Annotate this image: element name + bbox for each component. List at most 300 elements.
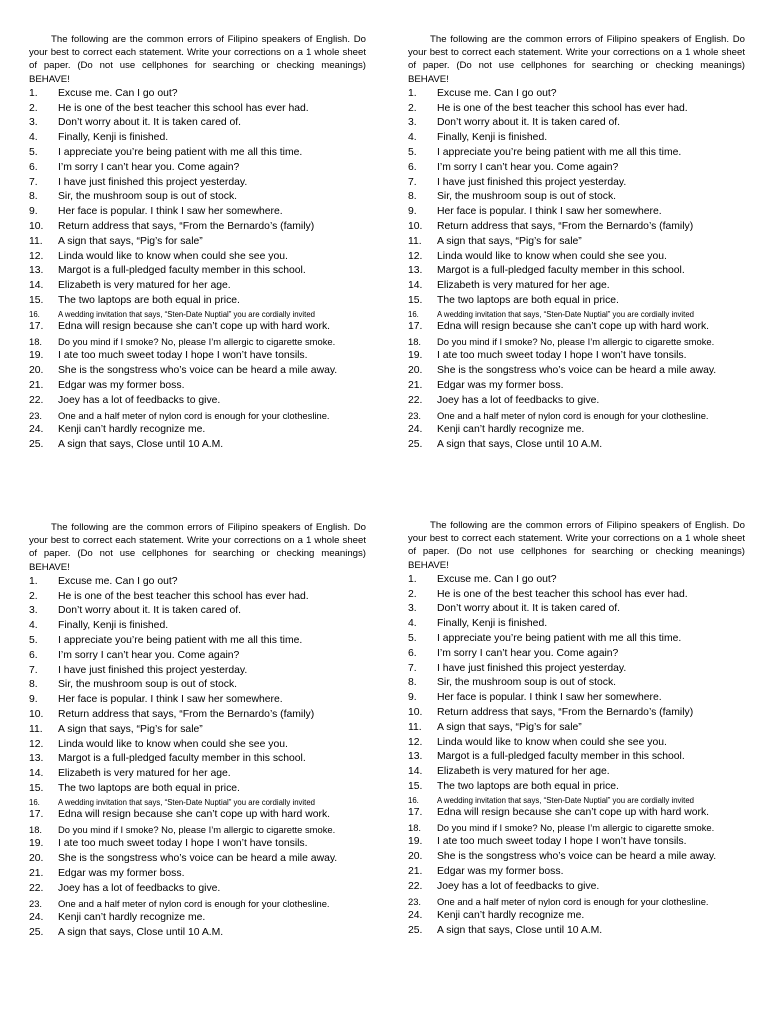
item-text: A sign that says, “Pig’s for sale”	[437, 721, 582, 733]
item-text: Don’t worry about it. It is taken cared of.	[437, 603, 621, 615]
list-item	[408, 765, 745, 780]
item-number: 7.	[408, 176, 417, 188]
error-statement-list	[408, 87, 745, 453]
item-number: 8.	[29, 679, 38, 691]
item-text: Linda would like to know when could she see you.	[58, 738, 288, 750]
list-item	[408, 647, 745, 662]
item-number: 6.	[29, 161, 38, 173]
list-item	[408, 379, 745, 394]
item-number: 1.	[29, 87, 38, 99]
item-text: Her face is popular. I think I saw her somewhere.	[58, 206, 283, 218]
item-number: 20.	[408, 365, 423, 377]
list-item	[29, 335, 366, 350]
list-item	[29, 161, 366, 176]
list-item	[29, 294, 366, 309]
item-text: One and a half meter of nylon cord is enough for your clothesline.	[58, 409, 330, 421]
list-item	[408, 116, 745, 131]
list-item	[29, 852, 366, 867]
item-number: 24.	[29, 912, 44, 924]
list-item	[29, 797, 366, 808]
item-text: I appreciate you’re being patient with me all this time.	[58, 635, 303, 646]
item-text: Sir, the mushroom soup is out of stock.	[437, 677, 617, 689]
item-number: 8.	[408, 191, 417, 203]
item-text: I appreciate you’re being patient with me all this time.	[437, 633, 682, 644]
item-number: 12.	[408, 736, 423, 748]
item-number: 24.	[408, 910, 423, 922]
item-text: A sign that says, Close until 10 A.M.	[58, 927, 224, 939]
list-item	[408, 438, 745, 453]
item-number: 7.	[408, 662, 417, 674]
item-number: 18.	[29, 823, 43, 835]
item-number: 23.	[29, 409, 43, 421]
item-number: 9.	[29, 206, 38, 218]
list-item	[408, 279, 745, 294]
item-text: Linda would like to know when could she see you.	[437, 250, 667, 262]
list-item	[29, 837, 366, 852]
item-number: 16.	[408, 795, 419, 805]
item-number: 6.	[29, 649, 38, 661]
list-item	[29, 279, 366, 294]
list-item	[29, 235, 366, 250]
item-number: 9.	[29, 694, 38, 706]
list-item	[29, 867, 366, 882]
list-item	[408, 349, 745, 364]
item-number: 8.	[408, 677, 417, 689]
item-number: 22.	[29, 882, 44, 894]
item-text: One and a half meter of nylon cord is enough for your clothesline.	[58, 897, 330, 909]
item-number: 4.	[29, 620, 38, 632]
item-text: Elizabeth is very matured for her age.	[58, 280, 231, 292]
item-text: Finally, Kenji is finished.	[437, 618, 548, 630]
item-number: 20.	[29, 853, 44, 865]
item-number: 2.	[29, 590, 38, 602]
instructions-text: The following are the common errors of Filipino speakers of English. Do your best to correct each statement. Write your corrections on a 1 whole sheet of paper. (Do not use cellphones for searching or checking meanings) BEHAVE!	[29, 522, 366, 573]
list-item	[408, 662, 745, 677]
list-item	[408, 409, 745, 424]
item-text: She is the songstress who’s voice can be heard a mile away.	[437, 365, 717, 377]
item-number: 24.	[408, 424, 423, 436]
list-item	[408, 364, 745, 379]
item-number: 16.	[408, 309, 419, 319]
item-text: A sign that says, “Pig’s for sale”	[58, 723, 203, 735]
item-text: A wedding invitation that says, “Sten-Date Nuptial” you are cordially invited	[437, 309, 694, 319]
item-text: Do you mind if I smoke? No, please I’m allergic to cigarette smoke.	[437, 821, 715, 833]
list-item	[29, 693, 366, 708]
list-item	[408, 205, 745, 220]
list-item	[29, 911, 366, 926]
list-item	[408, 880, 745, 895]
item-text: Edna will resign because she can’t cope up with hard work.	[58, 320, 331, 332]
list-item	[408, 780, 745, 795]
item-text: Do you mind if I smoke? No, please I’m allergic to cigarette smoke.	[58, 823, 336, 835]
item-text: A wedding invitation that says, “Sten-Date Nuptial” you are cordially invited	[58, 309, 315, 319]
item-number: 19.	[408, 836, 423, 848]
item-text: I’m sorry I can’t hear you. Come again?	[58, 161, 240, 173]
item-text: A wedding invitation that says, “Sten-Date Nuptial” you are cordially invited	[437, 795, 694, 805]
list-item	[408, 320, 745, 335]
item-number: 14.	[29, 768, 44, 780]
item-number: 21.	[408, 379, 423, 391]
item-number: 6.	[408, 161, 417, 173]
item-text: Kenji can’t hardly recognize me.	[437, 910, 585, 922]
list-item	[408, 850, 745, 865]
item-text: She is the songstress who’s voice can be heard a mile away.	[58, 853, 338, 865]
item-text: Do you mind if I smoke? No, please I’m allergic to cigarette smoke.	[58, 335, 336, 347]
item-number: 22.	[29, 394, 44, 406]
list-item	[408, 102, 745, 117]
list-item	[29, 438, 366, 453]
list-item	[408, 220, 745, 235]
item-text: Excuse me. Can I go out?	[437, 87, 557, 99]
list-item	[408, 264, 745, 279]
item-text: Finally, Kenji is finished.	[58, 132, 169, 144]
item-number: 25.	[408, 439, 423, 451]
item-number: 6.	[408, 647, 417, 659]
item-text: A sign that says, “Pig’s for sale”	[58, 235, 203, 247]
item-number: 17.	[29, 808, 44, 820]
item-number: 21.	[29, 867, 44, 879]
item-text: He is one of the best teacher this school has ever had.	[58, 102, 309, 114]
item-number: 3.	[408, 117, 417, 129]
list-item	[29, 131, 366, 146]
list-item	[29, 220, 366, 235]
item-text: Linda would like to know when could she see you.	[58, 250, 288, 262]
item-number: 23.	[408, 895, 422, 907]
item-text: Margot is a full-pledged faculty member in this school.	[58, 753, 306, 765]
list-item	[408, 394, 745, 409]
list-item	[408, 131, 745, 146]
list-item	[29, 264, 366, 279]
item-number: 19.	[408, 350, 423, 362]
item-number: 12.	[29, 738, 44, 750]
item-text: Kenji can’t hardly recognize me.	[58, 912, 206, 924]
item-text: Edgar was my former boss.	[437, 379, 564, 391]
list-item	[29, 752, 366, 767]
list-item	[29, 823, 366, 838]
item-text: Margot is a full-pledged faculty member in this school.	[58, 265, 306, 277]
item-number: 21.	[29, 379, 44, 391]
item-text: I’m sorry I can’t hear you. Come again?	[58, 649, 240, 661]
item-number: 9.	[408, 692, 417, 704]
item-number: 13.	[408, 265, 423, 277]
list-item	[29, 782, 366, 797]
list-item	[29, 590, 366, 605]
list-item	[29, 379, 366, 394]
item-text: She is the songstress who’s voice can be heard a mile away.	[58, 365, 338, 377]
item-text: Elizabeth is very matured for her age.	[58, 768, 231, 780]
list-item	[29, 767, 366, 782]
item-number: 14.	[408, 280, 423, 292]
item-number: 16.	[29, 309, 40, 319]
item-text: Kenji can’t hardly recognize me.	[437, 424, 585, 436]
item-text: He is one of the best teacher this school has ever had.	[437, 588, 688, 600]
list-item	[29, 423, 366, 438]
item-text: Joey has a lot of feedbacks to give.	[58, 882, 221, 894]
list-item	[408, 750, 745, 765]
list-item	[408, 806, 745, 821]
item-number: 3.	[29, 117, 38, 129]
list-item	[408, 721, 745, 736]
item-text: I ate too much sweet today I hope I won’t have tonsils.	[437, 836, 687, 848]
item-text: I have just finished this project yesterday.	[437, 176, 627, 188]
list-item	[29, 708, 366, 723]
item-text: The two laptops are both equal in price.	[437, 780, 619, 792]
item-number: 1.	[408, 573, 417, 585]
item-text: Kenji can’t hardly recognize me.	[58, 424, 206, 436]
item-text: Excuse me. Can I go out?	[58, 575, 178, 587]
item-number: 15.	[408, 780, 423, 792]
instructions-paragraph	[29, 33, 366, 86]
list-item	[29, 364, 366, 379]
item-text: He is one of the best teacher this school has ever had.	[58, 590, 309, 602]
item-text: Do you mind if I smoke? No, please I’m allergic to cigarette smoke.	[437, 335, 715, 347]
item-text: Linda would like to know when could she see you.	[437, 736, 667, 748]
item-number: 25.	[29, 927, 44, 939]
list-item	[29, 664, 366, 679]
item-text: I ate too much sweet today I hope I won’t have tonsils.	[58, 350, 308, 362]
error-statement-list	[408, 573, 745, 939]
list-item	[408, 617, 745, 632]
list-item	[29, 897, 366, 912]
item-text: Edna will resign because she can’t cope up with hard work.	[437, 806, 710, 818]
list-item	[408, 294, 745, 309]
list-item	[29, 320, 366, 335]
item-number: 12.	[29, 250, 44, 262]
list-item	[408, 146, 745, 161]
list-item	[408, 190, 745, 205]
item-text: A sign that says, “Pig’s for sale”	[437, 235, 582, 247]
item-text: Excuse me. Can I go out?	[58, 87, 178, 99]
item-number: 11.	[408, 721, 422, 733]
item-text: A sign that says, Close until 10 A.M.	[437, 439, 603, 451]
list-item	[408, 335, 745, 350]
item-number: 2.	[408, 102, 417, 114]
item-number: 18.	[408, 821, 422, 833]
item-text: I’m sorry I can’t hear you. Come again?	[437, 161, 619, 173]
list-item	[29, 738, 366, 753]
item-number: 9.	[408, 206, 417, 218]
item-number: 13.	[29, 753, 44, 765]
list-item	[408, 588, 745, 603]
list-item	[408, 235, 745, 250]
item-number: 1.	[408, 87, 417, 99]
item-text: She is the songstress who’s voice can be heard a mile away.	[437, 851, 717, 863]
list-item	[29, 87, 366, 102]
handout-bottom-left	[29, 521, 366, 941]
list-item	[408, 691, 745, 706]
list-item	[408, 161, 745, 176]
item-number: 5.	[408, 147, 417, 158]
item-number: 2.	[408, 588, 417, 600]
list-item	[29, 808, 366, 823]
item-number: 22.	[408, 880, 423, 892]
item-text: Finally, Kenji is finished.	[437, 132, 548, 144]
item-number: 20.	[29, 365, 44, 377]
list-item	[29, 409, 366, 424]
item-number: 4.	[408, 132, 417, 144]
item-text: Her face is popular. I think I saw her somewhere.	[437, 206, 662, 218]
item-text: Finally, Kenji is finished.	[58, 620, 169, 632]
list-item	[29, 926, 366, 941]
item-text: Return address that says, “From the Bernardo’s (family)	[58, 708, 315, 720]
item-number: 17.	[408, 806, 423, 818]
item-number: 13.	[408, 751, 423, 763]
list-item	[408, 632, 745, 647]
list-item	[408, 924, 745, 939]
item-number: 19.	[29, 838, 44, 850]
error-statement-list	[29, 87, 366, 453]
list-item	[29, 604, 366, 619]
list-item	[408, 706, 745, 721]
item-text: I appreciate you’re being patient with me all this time.	[437, 147, 682, 158]
item-text: Return address that says, “From the Bernardo’s (family)	[58, 220, 315, 232]
item-number: 23.	[29, 897, 43, 909]
item-number: 8.	[29, 191, 38, 203]
list-item	[29, 190, 366, 205]
item-text: Don’t worry about it. It is taken cared of.	[58, 117, 242, 129]
list-item	[29, 116, 366, 131]
item-text: Her face is popular. I think I saw her somewhere.	[437, 692, 662, 704]
list-item	[29, 394, 366, 409]
handout-top-right	[408, 33, 745, 453]
list-item	[29, 309, 366, 320]
item-text: Edgar was my former boss.	[437, 865, 564, 877]
instructions-paragraph	[408, 33, 745, 86]
item-text: Elizabeth is very matured for her age.	[437, 280, 610, 292]
item-number: 5.	[408, 633, 417, 644]
item-text: Her face is popular. I think I saw her somewhere.	[58, 694, 283, 706]
instructions-paragraph	[408, 519, 745, 572]
item-number: 24.	[29, 424, 44, 436]
item-text: I have just finished this project yesterday.	[58, 664, 248, 676]
item-text: The two laptops are both equal in price.	[58, 294, 240, 306]
item-text: I ate too much sweet today I hope I won’t have tonsils.	[437, 350, 687, 362]
item-text: Excuse me. Can I go out?	[437, 573, 557, 585]
item-number: 10.	[29, 220, 44, 232]
item-number: 25.	[408, 925, 423, 937]
list-item	[408, 602, 745, 617]
item-number: 22.	[408, 394, 423, 406]
list-item	[408, 795, 745, 806]
item-number: 17.	[29, 320, 44, 332]
list-item	[29, 723, 366, 738]
list-item	[29, 678, 366, 693]
item-number: 14.	[29, 280, 44, 292]
list-item	[29, 619, 366, 634]
item-text: Sir, the mushroom soup is out of stock.	[437, 191, 617, 203]
item-number: 17.	[408, 320, 423, 332]
instructions-paragraph	[29, 521, 366, 574]
error-statement-list	[29, 575, 366, 941]
item-number: 2.	[29, 102, 38, 114]
list-item	[408, 423, 745, 438]
list-item	[29, 146, 366, 161]
item-number: 25.	[29, 439, 44, 451]
item-text: Edna will resign because she can’t cope up with hard work.	[58, 808, 331, 820]
list-item	[29, 250, 366, 265]
list-item	[408, 250, 745, 265]
item-text: One and a half meter of nylon cord is enough for your clothesline.	[437, 895, 709, 907]
item-text: He is one of the best teacher this school has ever had.	[437, 102, 688, 114]
item-text: A sign that says, Close until 10 A.M.	[437, 925, 603, 937]
item-number: 15.	[408, 294, 423, 306]
instructions-text: The following are the common errors of Filipino speakers of English. Do your best to correct each statement. Write your corrections on a 1 whole sheet of paper. (Do not use cellphones for searching or checking meanings) BEHAVE!	[408, 34, 745, 85]
handout-top-left	[29, 33, 366, 453]
item-text: I’m sorry I can’t hear you. Come again?	[437, 647, 619, 659]
list-item	[29, 634, 366, 649]
list-item	[408, 835, 745, 850]
item-number: 15.	[29, 294, 44, 306]
list-item	[408, 865, 745, 880]
item-number: 4.	[408, 618, 417, 630]
item-number: 5.	[29, 635, 38, 646]
item-number: 18.	[29, 335, 43, 347]
list-item	[29, 176, 366, 191]
item-text: Margot is a full-pledged faculty member in this school.	[437, 751, 685, 763]
list-item	[408, 895, 745, 910]
item-number: 16.	[29, 797, 40, 807]
item-number: 18.	[408, 335, 422, 347]
list-item	[408, 176, 745, 191]
item-number: 11.	[408, 235, 422, 247]
item-number: 13.	[29, 265, 44, 277]
list-item	[408, 676, 745, 691]
item-text: Elizabeth is very matured for her age.	[437, 766, 610, 778]
item-text: Edgar was my former boss.	[58, 867, 185, 879]
item-number: 5.	[29, 147, 38, 158]
item-number: 15.	[29, 782, 44, 794]
item-number: 11.	[29, 235, 43, 247]
item-text: Joey has a lot of feedbacks to give.	[58, 394, 221, 406]
item-number: 1.	[29, 575, 38, 587]
list-item	[408, 909, 745, 924]
item-number: 21.	[408, 865, 423, 877]
item-number: 12.	[408, 250, 423, 262]
item-text: I appreciate you’re being patient with me all this time.	[58, 147, 303, 158]
item-text: I have just finished this project yesterday.	[437, 662, 627, 674]
item-number: 3.	[29, 605, 38, 617]
item-number: 7.	[29, 176, 38, 188]
list-item	[29, 205, 366, 220]
item-number: 19.	[29, 350, 44, 362]
item-number: 10.	[408, 706, 423, 718]
item-number: 23.	[408, 409, 422, 421]
item-text: Don’t worry about it. It is taken cared of.	[437, 117, 621, 129]
item-text: Return address that says, “From the Bernardo’s (family)	[437, 706, 694, 718]
item-number: 11.	[29, 723, 43, 735]
item-text: Edgar was my former boss.	[58, 379, 185, 391]
instructions-text: The following are the common errors of Filipino speakers of English. Do your best to correct each statement. Write your corrections on a 1 whole sheet of paper. (Do not use cellphones for searching or checking meanings) BEHAVE!	[29, 34, 366, 85]
item-text: Joey has a lot of feedbacks to give.	[437, 880, 600, 892]
item-number: 20.	[408, 851, 423, 863]
item-text: Joey has a lot of feedbacks to give.	[437, 394, 600, 406]
item-text: Margot is a full-pledged faculty member in this school.	[437, 265, 685, 277]
item-text: A wedding invitation that says, “Sten-Date Nuptial” you are cordially invited	[58, 797, 315, 807]
list-item	[29, 349, 366, 364]
item-text: Sir, the mushroom soup is out of stock.	[58, 191, 238, 203]
list-item	[29, 882, 366, 897]
item-text: A sign that says, Close until 10 A.M.	[58, 439, 224, 451]
list-item	[408, 821, 745, 836]
instructions-text: The following are the common errors of Filipino speakers of English. Do your best to correct each statement. Write your corrections on a 1 whole sheet of paper. (Do not use cellphones for searching or checking meanings) BEHAVE!	[408, 520, 745, 571]
list-item	[29, 575, 366, 590]
item-text: I ate too much sweet today I hope I won’t have tonsils.	[58, 838, 308, 850]
item-text: The two laptops are both equal in price.	[437, 294, 619, 306]
handout-bottom-right	[408, 519, 745, 939]
list-item	[408, 573, 745, 588]
item-number: 4.	[29, 132, 38, 144]
item-text: Return address that says, “From the Bernardo’s (family)	[437, 220, 694, 232]
